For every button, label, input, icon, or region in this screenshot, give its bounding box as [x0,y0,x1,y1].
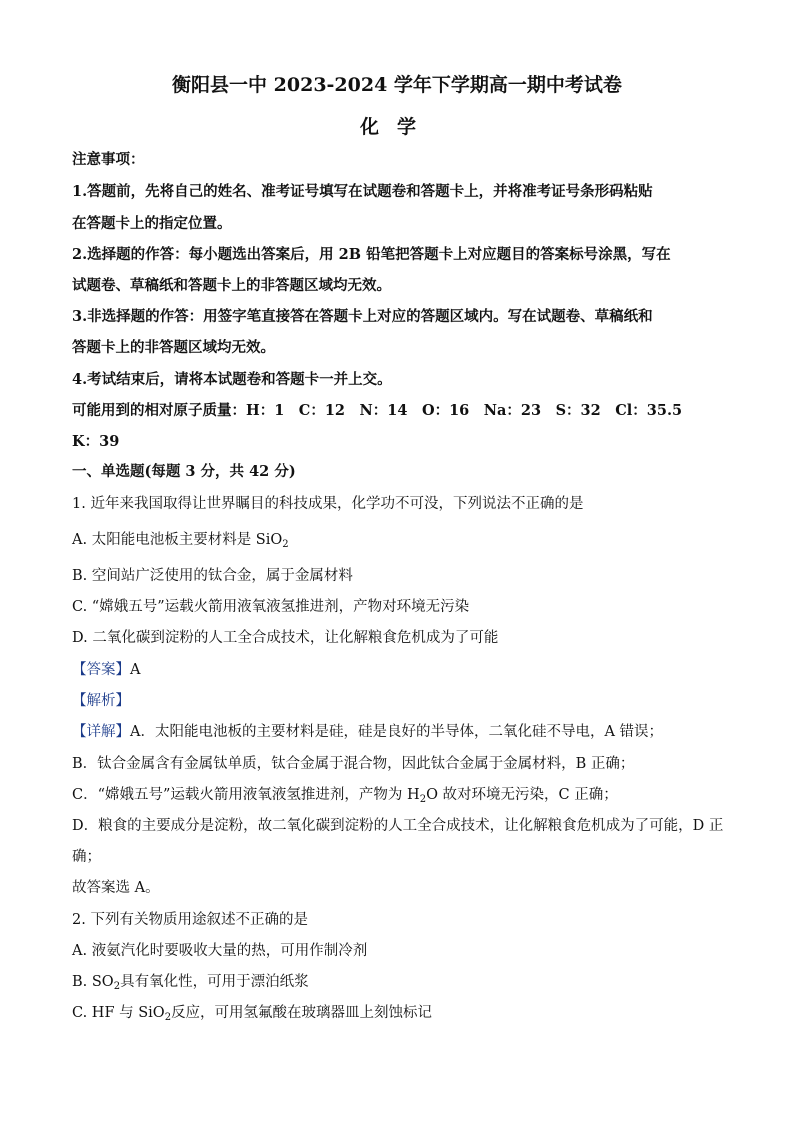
notice-item-2-cont: 试题卷、草稿纸和答题卡上的非答题区域均无效。 [72,277,391,294]
notice-item-3-cont: 答题卡上的非答题区域均无效。 [72,339,275,356]
q1-option-a [72,530,289,550]
detail-label: 【详解】 [72,724,130,740]
q1-detail-d-cont: 确； [72,849,101,865]
q1-conclusion: 故答案选 A。 [72,880,160,896]
detail-c-text: C．“嫦娥五号”运载火箭用液氧液氢推进剂，产物为 H [72,787,420,803]
q2-option-b-sub: 2 [113,981,121,992]
notice-item-2: 2.选择题的作答：每小题选出答案后，用 2B 铅笔把答题卡上对应题目的答案标号涂黑，写在 [72,246,671,263]
q1-detail-a [72,722,663,742]
q1-answer [72,660,140,680]
q2-option-c-suffix: 反应，可用氢氟酸在玻璃器皿上刻蚀标记 [171,1005,433,1021]
notice-heading: 注意事项： [72,151,145,168]
q1-option-d: D. 二氧化碳到淀粉的人工全合成技术，让化解粮食危机成为了可能 [72,630,499,646]
subject-title: 化学 [359,116,434,138]
q1-analysis-label: 【解析】 [72,693,130,709]
q1-stem: 1. 近年来我国取得让世界瞩目的科技成果，化学功不可没，下列说法不正确的是 [72,496,584,512]
detail-a-text: A．太阳能电池板的主要材料是硅，硅是良好的半导体，二氧化硅不导电，A 错误； [130,724,664,740]
q2-option-b-text: B. SO [72,974,114,990]
page-title: 衡阳县一中 2023-2024 学年下学期高一期中考试卷 [172,74,622,96]
answer-value: A [130,662,141,678]
q2-option-a: A. 液氨汽化时要吸收大量的热，可用作制冷剂 [72,943,368,959]
notice-item-1: 1.答题前，先将自己的姓名、准考证号填写在试题卷和答题卡上，并将准考证号条形码粘贴 [72,183,653,200]
detail-c-suffix: O 故对环境无污染，C 正确； [426,787,618,803]
q1-detail-b: B．钛合金属含有金属钛单质，钛合金属于混合物，因此钛合金属于金属材料，B 正确； [72,756,635,772]
q2-option-c [72,1003,432,1023]
q2-option-c-sub: 2 [164,1012,172,1023]
atomic-mass-line: 可能用到的相对原子质量：H：1 C：12 N：14 O：16 Na：23 S：32 Cl：35.5 [72,402,683,419]
q2-stem: 2. 下列有关物质用途叙述不正确的是 [72,912,308,928]
q1-option-c: C. “嫦娥五号”运载火箭用液氧液氢推进剂，产物对环境无污染 [72,599,470,615]
notice-item-4: 4.考试结束后，请将本试题卷和答题卡一并上交。 [72,371,392,388]
q1-option-b: B. 空间站广泛使用的钛合金，属于金属材料 [72,568,353,584]
atomic-mass-line-cont: K：39 [72,433,120,450]
detail-c-sub: 2 [419,794,427,805]
q1-option-a-text: A. 太阳能电池板主要材料是 SiO [72,532,283,548]
notice-item-3: 3.非选择题的作答：用签字笔直接答在答题卡上对应的答题区域内。写在试题卷、草稿纸和 [72,308,653,325]
q2-option-c-text: C. HF 与 SiO [72,1005,165,1021]
q1-option-a-sub: 2 [282,539,289,550]
answer-label: 【答案】 [72,662,130,678]
section-heading: 一、单选题(每题 3 分，共 42 分) [72,463,296,480]
q1-detail-d: D．粮食的主要成分是淀粉，故二氧化碳到淀粉的人工全合成技术，让化解粮食危机成为了可能，D 正 [72,818,724,834]
q2-option-b-suffix: 具有氧化性，可用于漂泊纸浆 [120,974,309,990]
q1-detail-c [72,785,618,805]
q2-option-b [72,972,309,992]
notice-item-1-cont: 在答题卡上的指定位置。 [72,215,232,232]
